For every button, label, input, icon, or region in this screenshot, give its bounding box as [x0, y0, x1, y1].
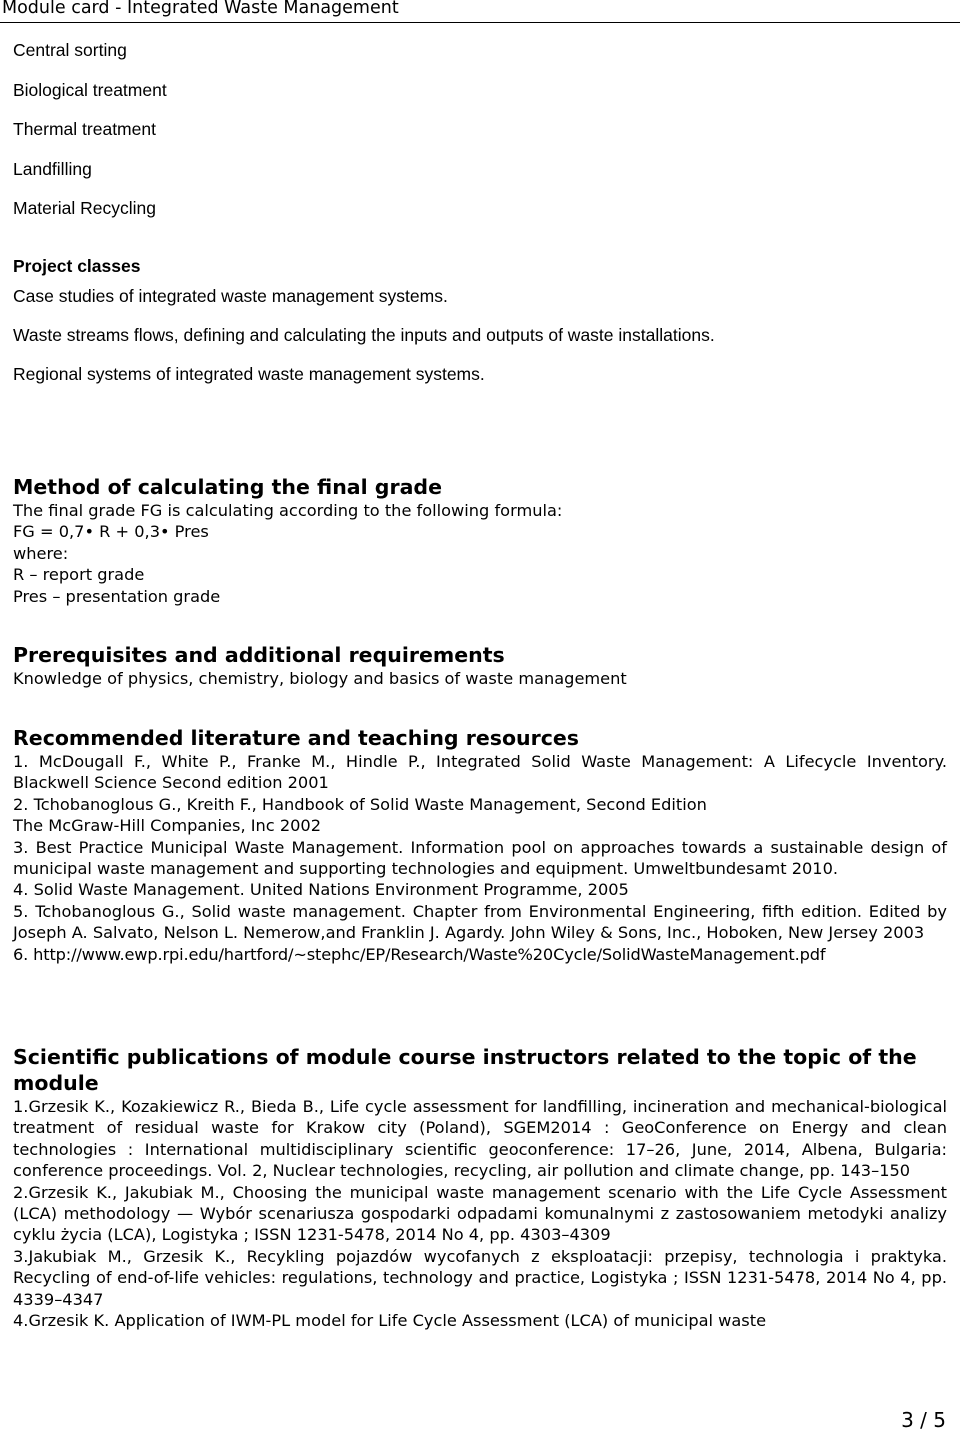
- prerequisites-heading: Prerequisites and additional requirements: [13, 643, 505, 667]
- grade-line: R – report grade: [13, 565, 145, 584]
- grade-line: Pres – presentation grade: [13, 587, 221, 606]
- literature-list: [13, 751, 947, 965]
- grade-heading: Method of calculating the final grade: [13, 475, 442, 499]
- project-classes-heading: Project classes: [13, 256, 141, 276]
- publication-item: 3.Jakubiak M., Grzesik K., Recykling pojazdów wycofanych z eksploatacji: przepisy, technologia i praktyka. Recycling of end-of-life vehicles: regulations, technology and practice, Logistyka ; ISSN 1231-5478, 2014 No 4, pp. 4339–4347: [13, 1246, 947, 1309]
- project-line: Regional systems of integrated waste management systems.: [13, 364, 485, 384]
- literature-item: 1. McDougall F., White P., Franke M., Hindle P., Integrated Solid Waste Management: A Lifecycle Inventory. Blackwell Science Second edition 2001: [13, 752, 947, 793]
- document-title: Module card - Integrated Waste Management: [2, 0, 399, 18]
- publication-item: 1.Grzesik K., Kozakiewicz R., Bieda B., Life cycle assessment for landfilling, incineration and mechanical-biological treatment of residual waste for Krakow city (Poland), SGEM2014 : GeoConference on Energy and clean technologies : International multidisciplinary scientific geoconference: 17–26, June, 2014, Albena, Bulgaria: conference proceedings. Vol. 2, Nuclear technologies, recycling, air pollution and climate change, pp. 143–150: [13, 1097, 947, 1181]
- topic-item: Central sorting: [13, 40, 127, 60]
- grade-line: The final grade FG is calculating according to the following formula:: [13, 501, 563, 520]
- literature-item: 4. Solid Waste Management. United Nations Environment Programme, 2005: [13, 880, 629, 900]
- publication-item: 4.Grzesik K. Application of IWM-PL model for Life Cycle Assessment (LCA) of municipal waste: [13, 1311, 767, 1331]
- publications-list: [13, 1096, 947, 1331]
- prerequisites-text: Knowledge of physics, chemistry, biology and basics of waste management: [13, 669, 627, 688]
- project-line: Case studies of integrated waste management systems.: [13, 286, 448, 306]
- topic-item: Material Recycling: [13, 198, 156, 218]
- literature-heading: Recommended literature and teaching resources: [13, 726, 579, 750]
- page-number: 3 / 5: [901, 1408, 946, 1432]
- literature-item: 3. Best Practice Municipal Waste Management. Information pool on approaches towards a sustainable design of municipal waste management and supporting technologies and equipment. Umweltbundesamt 2010.: [13, 837, 947, 879]
- literature-item: 5. Tchobanoglous G., Solid waste management. Chapter from Environmental Engineering, fifth edition. Edited by Joseph A. Salvato, Nelson L. Nemerow,and Franklin J. Agardy. John Wiley & Sons, Inc., Hoboken, New Jersey 2003: [13, 901, 947, 943]
- page-header: [0, 0, 960, 23]
- topic-item: Thermal treatment: [13, 119, 156, 139]
- topic-item: Biological treatment: [13, 80, 167, 100]
- literature-item: The McGraw-Hill Companies, Inc 2002: [13, 816, 322, 836]
- project-line: Waste streams flows, defining and calculating the inputs and outputs of waste installations.: [13, 325, 715, 345]
- literature-item: 2. Tchobanoglous G., Kreith F., Handbook of Solid Waste Management, Second Edition: [13, 794, 707, 814]
- publication-item: 2.Grzesik K., Jakubiak M., Choosing the municipal waste management scenario with the Life Cycle Assessment (LCA) methodology — Wybór scenariusza gospodarki odpadami komunalnymi z zastosowaniem metodyki analizy cyklu życia (LCA), Logistyka ; ISSN 1231-5478, 2014 No 4, pp. 4303–4309: [13, 1182, 947, 1245]
- publications-heading: Scientific publications of module course instructors related to the topic of the module: [13, 1045, 917, 1095]
- literature-link: 6. http://www.ewp.rpi.edu/hartford/~stephc/EP/Research/Waste%20Cycle/SolidWasteManagement.pdf: [13, 944, 826, 964]
- grade-line: where:: [13, 544, 69, 563]
- topic-item: Landfilling: [13, 159, 92, 179]
- grade-formula: FG = 0,7• R + 0,3• Pres: [13, 522, 209, 541]
